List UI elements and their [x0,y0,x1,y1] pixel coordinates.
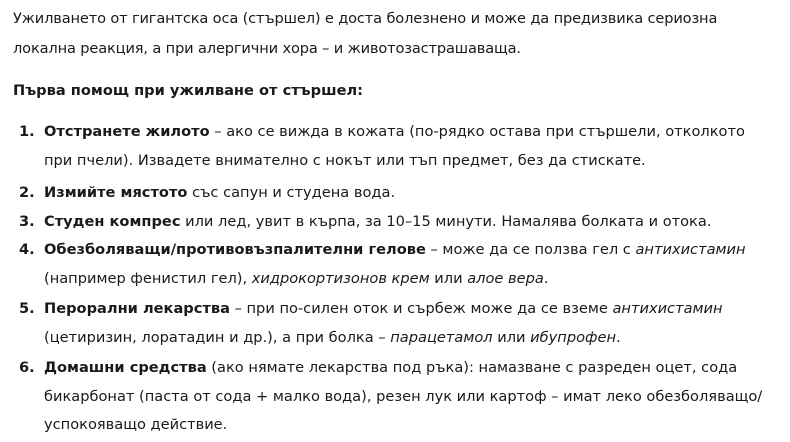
item-title: Измийте мястото [44,184,188,201]
item-title: Домашни средства [44,359,207,376]
item-title: Студен компрес [44,212,181,230]
item-text: – може да се ползва гел с [425,241,636,258]
item-emphasis: алое вера [467,269,544,287]
list-number: 4. [19,241,35,258]
first-aid-list [0,118,790,440]
item-text: със сапун и студена вода. [187,184,396,201]
item-text: или [492,328,531,346]
list-item [0,179,774,208]
item-title: Обезболяващи/противовъзпалителни гелове [44,241,426,258]
list-number: 5. [19,300,35,317]
list-number: 2. [19,184,35,201]
list-item [0,236,774,293]
item-text: – при по-силен оток и сърбеж може да се вземе [229,300,613,317]
list-item [0,354,774,440]
list-number: 1. [19,123,35,140]
item-text: (цетиризин, лоратадин и др.), а при болка – [44,328,391,346]
list-item [0,208,774,237]
item-title: Перорални лекарства [44,300,230,317]
item-text: (например фенистил гел), [44,269,252,287]
list-item [0,118,774,175]
section-heading: Първа помощ при ужилване от стършел: [13,82,364,99]
item-text: . [543,269,549,287]
item-text: . [616,328,621,346]
intro-paragraph: Ужилването от гигантска оса (стършел) е доста болезнено и може да предизвика сериозна локална реакция, а при алергични хора – и животозастрашаваща. [13,10,718,57]
item-text: – ако се вижда в кожата (по-рядко остава при стършели, отколкото при пчели). Извадете внимателно с нокът или тъп предмет, без да стискате. [44,123,745,169]
item-text: (ако нямате лекарства под ръка): намазване с разреден оцет, сода бикарбонат (паста от сода + малко вода), резен лук или картоф – имат леко обезболяващо/успокояващо действие. [44,359,763,433]
item-emphasis: хидрокортизонов крем [251,269,430,287]
item-emphasis: антихистамин [612,300,723,317]
list-number: 3. [19,212,35,230]
item-text: или лед, увит в кърпа, за 10–15 минути. Намалява болката и отока. [180,212,712,230]
item-emphasis: парацетамол [390,328,493,346]
list-number: 6. [19,359,35,376]
list-item [0,295,774,352]
item-text: или [429,269,468,287]
item-title: Отстранете жилото [44,123,210,140]
item-emphasis: ибупрофен [530,328,617,346]
item-emphasis: антихистамин [635,241,746,258]
